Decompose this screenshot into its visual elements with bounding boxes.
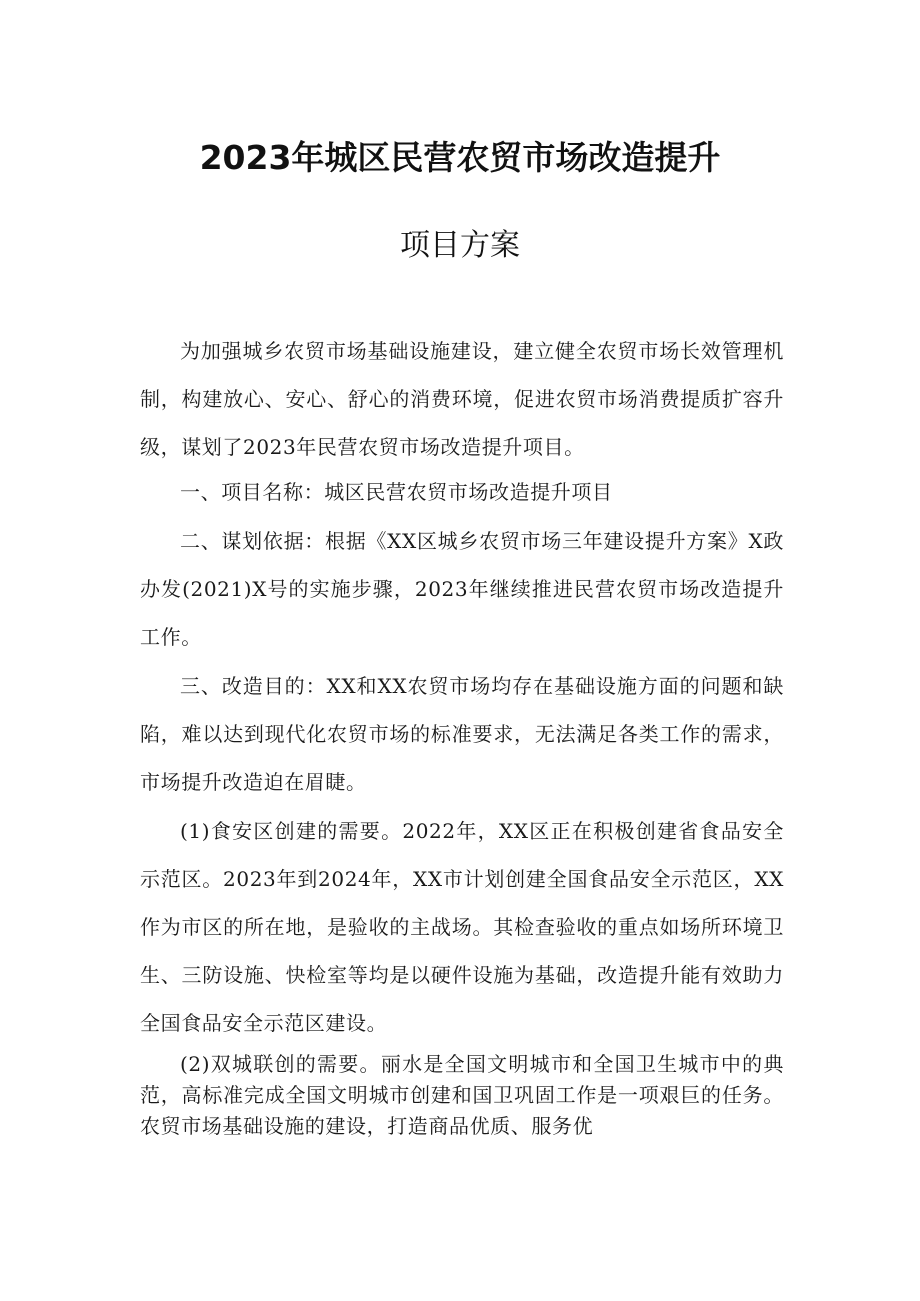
paragraph-dual-city-need: (2)双城联创的需要。丽水是全国文明城市和全国卫生城市中的典范，高标准完成全国文明城市创建和国卫巩固工作是一项艰巨的任务。农贸市场基础设施的建设，打造商品优质、服务优 (140, 1052, 784, 1138)
paragraph-project-name: 一、项目名称：城区民营农贸市场改造提升项目 (180, 480, 613, 504)
paragraph-planning-basis: 二、谋划依据：根据《XX区城乡农贸市场三年建设提升方案》X政办发(2021)X号的实施步骤，2023年继续推进民营农贸市场改造提升工作。 (140, 529, 784, 649)
paragraph-intro: 为加强城乡农贸市场基础设施建设，建立健全农贸市场长效管理机制，构建放心、安心、舒心的消费环境，促进农贸市场消费提质扩容升级，谋划了2023年民营农贸市场改造提升项目。 (140, 339, 784, 459)
paragraph-renovation-purpose: 三、改造目的：XX和XX农贸市场均存在基础设施方面的问题和缺陷，难以达到现代化农贸市场的标准要求，无法满足各类工作的需求，市场提升改造迫在眉睫。 (140, 674, 784, 794)
paragraph-food-safety-need: (1)食安区创建的需要。2022年，XX区正在积极创建省食品安全示范区。2023年到2024年，XX市计划创建全国食品安全示范区，XX作为市区的所在地，是验收的主战场。其检查验收的重点如场所环境卫生、三防设施、快检室等均是以硬件设施为基础，改造提升能有效助力全国食品安全示范区建设。 (140, 819, 784, 1035)
document-title-line-2: 项目方案 (400, 228, 520, 263)
document-title-line-1: 2023年城区民营农贸市场改造提升 (199, 138, 721, 177)
